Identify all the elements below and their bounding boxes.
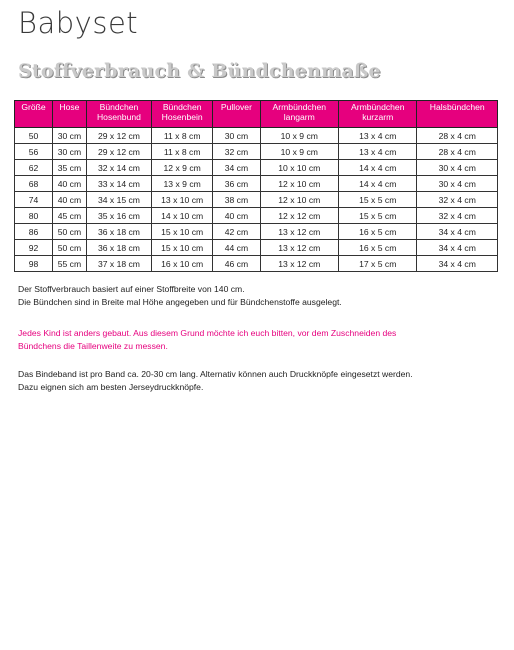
table-cell: 15 x 5 cm [339, 192, 417, 208]
table-cell: 30 cm [52, 128, 86, 144]
size-table [14, 100, 498, 272]
note-tie-band [18, 368, 498, 394]
table-cell: 32 x 4 cm [417, 208, 498, 224]
table-cell: 55 cm [52, 256, 86, 272]
table-cell: 12 x 10 cm [260, 192, 338, 208]
table-row [15, 256, 498, 272]
table-cell: 13 x 4 cm [339, 128, 417, 144]
table-cell: 10 x 10 cm [260, 160, 338, 176]
table-cell: 34 x 4 cm [417, 240, 498, 256]
table-cell: 32 x 4 cm [417, 192, 498, 208]
column-header-line: Bündchen [99, 102, 139, 112]
table-row [15, 128, 498, 144]
column-header-line: Armbündchen [272, 102, 327, 112]
table-header-row [15, 101, 498, 128]
note-line: Der Stoffverbrauch basiert auf einer Stoffbreite von 140 cm. [18, 284, 245, 294]
column-header [86, 101, 151, 128]
table-cell: 15 x 10 cm [152, 224, 213, 240]
column-header-line: Hosenbein [161, 112, 203, 122]
table-cell: 35 cm [52, 160, 86, 176]
table-cell: 30 cm [213, 128, 260, 144]
table-cell: 15 x 10 cm [152, 240, 213, 256]
page-subtitle: Stoffverbrauch & Bündchenmaße [18, 60, 381, 82]
table-cell: 13 x 9 cm [152, 176, 213, 192]
table-cell: 13 x 12 cm [260, 256, 338, 272]
table-cell: 44 cm [213, 240, 260, 256]
column-header-line: Größe [21, 102, 46, 112]
column-header-line: Halsbündchen [429, 102, 485, 112]
table-row [15, 240, 498, 256]
table-cell: 15 x 5 cm [339, 208, 417, 224]
column-header-line: Armbündchen [350, 102, 405, 112]
table-cell: 92 [15, 240, 53, 256]
table-cell: 17 x 5 cm [339, 256, 417, 272]
table-cell: 34 x 4 cm [417, 224, 498, 240]
table-cell: 12 x 12 cm [260, 208, 338, 224]
table-cell: 28 x 4 cm [417, 144, 498, 160]
table-cell: 62 [15, 160, 53, 176]
table-cell: 32 cm [213, 144, 260, 160]
note-fabric-basis [18, 283, 498, 309]
table-cell: 46 cm [213, 256, 260, 272]
column-header [260, 101, 338, 128]
column-header-line: Bündchen [162, 102, 202, 112]
table-row [15, 176, 498, 192]
table-cell: 16 x 10 cm [152, 256, 213, 272]
table-row [15, 160, 498, 176]
table-row [15, 224, 498, 240]
table-cell: 56 [15, 144, 53, 160]
table-cell: 33 x 14 cm [86, 176, 151, 192]
table-cell: 11 x 8 cm [152, 144, 213, 160]
note-line: Die Bündchen sind in Breite mal Höhe angegeben und für Bündchenstoffe ausgelegt. [18, 297, 342, 307]
table-cell: 13 x 10 cm [152, 192, 213, 208]
table-cell: 14 x 4 cm [339, 176, 417, 192]
column-header-line: Hose [59, 102, 80, 112]
table-cell: 34 x 4 cm [417, 256, 498, 272]
table-cell: 42 cm [213, 224, 260, 240]
table-cell: 50 [15, 128, 53, 144]
column-header-line: langarm [283, 112, 315, 122]
table-cell: 30 cm [52, 144, 86, 160]
table-cell: 40 cm [52, 176, 86, 192]
column-header [417, 101, 498, 128]
table-cell: 36 x 18 cm [86, 240, 151, 256]
column-header [52, 101, 86, 128]
table-cell: 40 cm [213, 208, 260, 224]
table-row [15, 208, 498, 224]
table-cell: 50 cm [52, 240, 86, 256]
table-cell: 16 x 5 cm [339, 240, 417, 256]
table-cell: 30 x 4 cm [417, 160, 498, 176]
table-cell: 12 x 9 cm [152, 160, 213, 176]
note-line: Dazu eignen sich am besten Jerseydruckknöpfe. [18, 382, 204, 392]
table-cell: 98 [15, 256, 53, 272]
column-header [152, 101, 213, 128]
note-line: Das Bindeband ist pro Band ca. 20-30 cm lang. Alternativ können auch Druckknöpfe eingesetzt werden. [18, 369, 413, 379]
table-cell: 13 x 12 cm [260, 240, 338, 256]
table-row [15, 192, 498, 208]
table-cell: 14 x 10 cm [152, 208, 213, 224]
column-header-line: Hosenbund [96, 112, 141, 122]
table-cell: 30 x 4 cm [417, 176, 498, 192]
note-waist-measure [18, 327, 498, 353]
column-header [15, 101, 53, 128]
table-cell: 16 x 5 cm [339, 224, 417, 240]
column-header-line: Pullover [220, 102, 252, 112]
table-cell: 14 x 4 cm [339, 160, 417, 176]
table-cell: 37 x 18 cm [86, 256, 151, 272]
table-row [15, 144, 498, 160]
table-cell: 50 cm [52, 224, 86, 240]
table-cell: 38 cm [213, 192, 260, 208]
table-cell: 68 [15, 176, 53, 192]
table-body [15, 128, 498, 272]
column-header-line: kurzarm [362, 112, 394, 122]
table-cell: 12 x 10 cm [260, 176, 338, 192]
table-cell: 86 [15, 224, 53, 240]
note-line: Bündchens die Taillenweite zu messen. [18, 341, 168, 351]
table-cell: 36 x 18 cm [86, 224, 151, 240]
table-cell: 11 x 8 cm [152, 128, 213, 144]
table-cell: 13 x 12 cm [260, 224, 338, 240]
table-cell: 13 x 4 cm [339, 144, 417, 160]
table-cell: 74 [15, 192, 53, 208]
table-cell: 35 x 16 cm [86, 208, 151, 224]
table-cell: 10 x 9 cm [260, 128, 338, 144]
table-cell: 32 x 14 cm [86, 160, 151, 176]
brand-title: Babyset [18, 6, 139, 40]
table-cell: 34 cm [213, 160, 260, 176]
table-cell: 36 cm [213, 176, 260, 192]
note-line: Jedes Kind ist anders gebaut. Aus diesem Grund möchte ich euch bitten, vor dem Zuschneiden des [18, 328, 397, 338]
table-cell: 29 x 12 cm [86, 128, 151, 144]
table-cell: 28 x 4 cm [417, 128, 498, 144]
column-header [339, 101, 417, 128]
table-cell: 29 x 12 cm [86, 144, 151, 160]
table-cell: 34 x 15 cm [86, 192, 151, 208]
table-cell: 40 cm [52, 192, 86, 208]
table-cell: 10 x 9 cm [260, 144, 338, 160]
column-header [213, 101, 260, 128]
table-cell: 80 [15, 208, 53, 224]
table-cell: 45 cm [52, 208, 86, 224]
